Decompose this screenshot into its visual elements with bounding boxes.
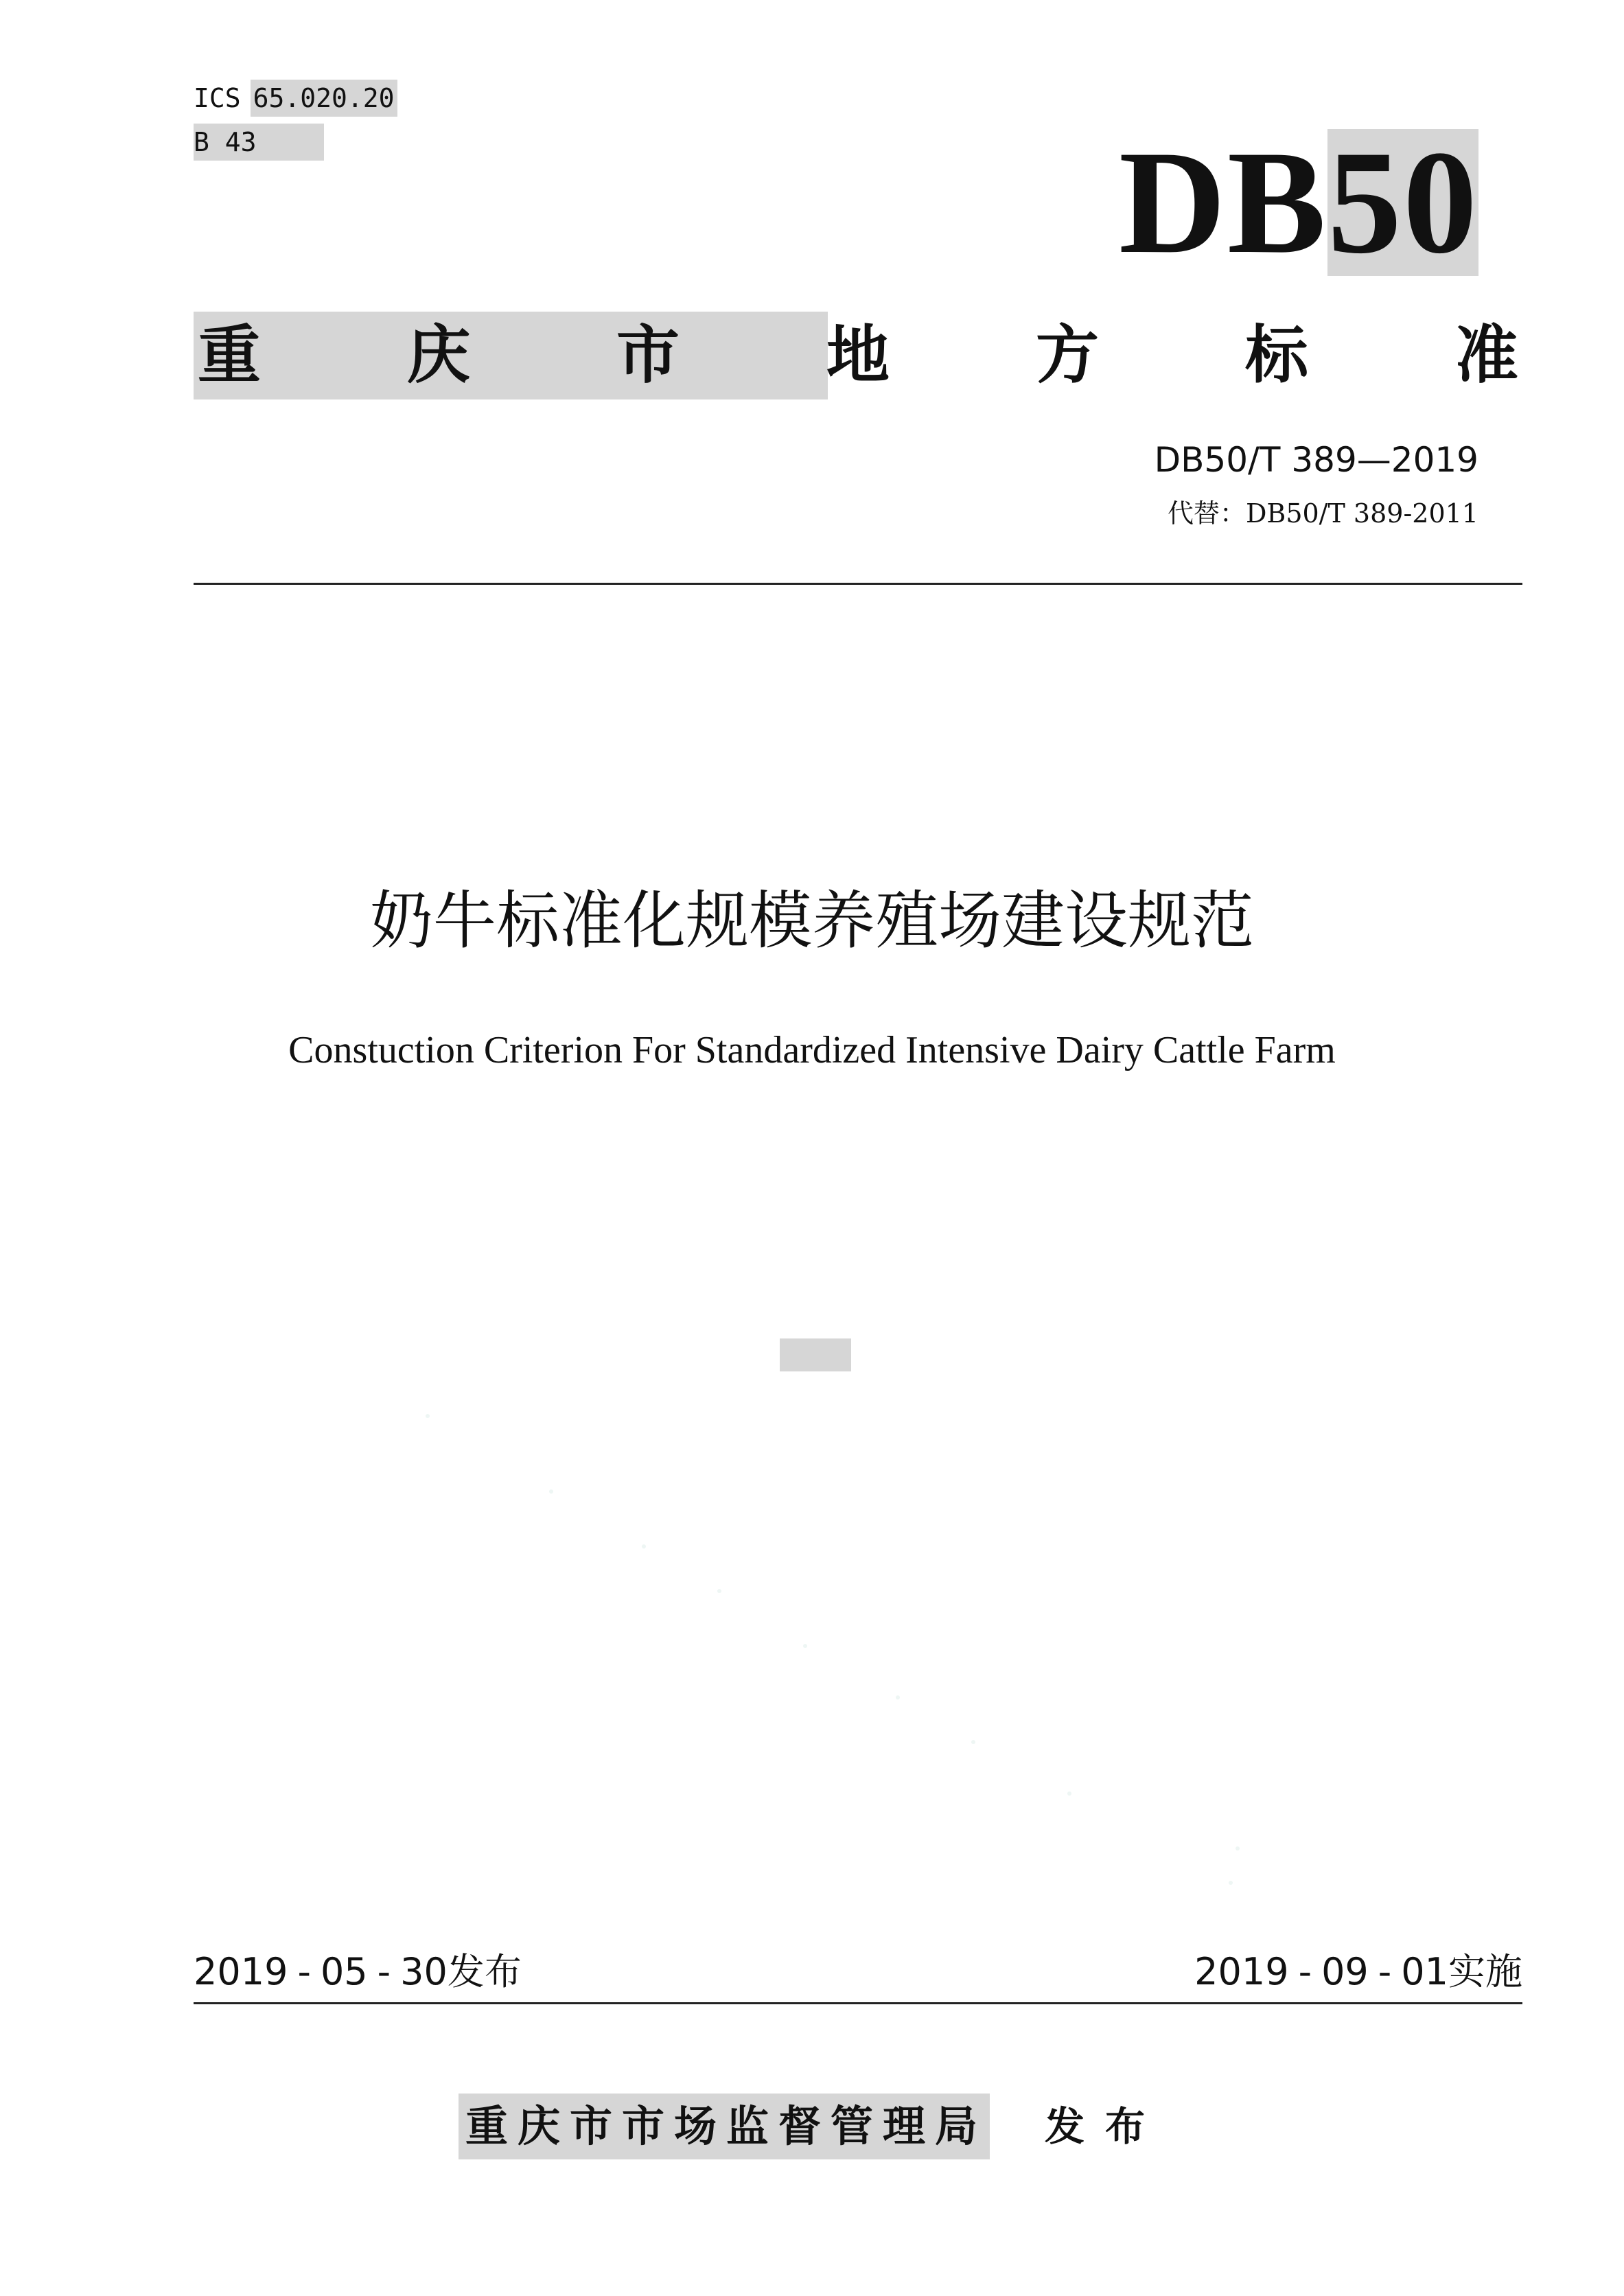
heading-char: 方: [1035, 318, 1099, 392]
ccs-code-line: [194, 124, 324, 161]
mark-prefix: DB: [1118, 120, 1327, 284]
heading-char: 地: [826, 318, 890, 392]
local-standard-heading: [194, 312, 1522, 399]
publish-year: 2019: [194, 1950, 288, 1993]
issuer-block: [0, 2094, 1624, 2159]
redacted-block: [780, 1338, 851, 1371]
top-divider: [194, 583, 1522, 585]
mark-number: 50: [1327, 120, 1478, 284]
heading-char: 准: [1454, 318, 1518, 392]
heading-highlight: [194, 312, 828, 399]
effective-year: 2019: [1194, 1950, 1289, 1993]
issuer-name: 重庆市市场监督管理局: [459, 2094, 990, 2159]
standard-number: DB50/T 389—2019: [1154, 440, 1478, 480]
title-english: Constuction Criterion For Standardized Intensive Dairy Cattle Farm: [288, 1029, 1336, 1071]
date-separator: -: [377, 1950, 391, 1993]
effective-date: [1194, 1948, 1522, 1996]
standard-mark: [1118, 120, 1478, 284]
publish-date: [194, 1948, 522, 1996]
publish-day: 30: [400, 1950, 448, 1993]
ics-value: 65.020.20: [251, 80, 397, 117]
date-separator: -: [297, 1950, 311, 1993]
date-separator: -: [1298, 1950, 1312, 1993]
heading-char: 庆: [406, 318, 470, 392]
publish-label: 发布: [447, 1950, 522, 1993]
ics-label: ICS: [194, 83, 241, 113]
publish-month: 05: [320, 1950, 368, 1993]
issuer-action: 发布: [1045, 2103, 1166, 2150]
ics-code-line: [194, 80, 397, 117]
bottom-divider: [194, 2002, 1522, 2004]
heading-char: 重: [197, 318, 261, 392]
date-separator: -: [1378, 1950, 1392, 1993]
effective-day: 01: [1401, 1950, 1448, 1993]
replaces-standard: 代替：DB50/T 389-2011: [1167, 498, 1478, 529]
heading-char: 标: [1244, 318, 1308, 392]
ccs-value: B 43: [194, 124, 324, 161]
effective-month: 09: [1321, 1950, 1369, 1993]
heading-char: 市: [616, 318, 680, 392]
effective-label: 实施: [1448, 1950, 1522, 1993]
title-chinese: 奶牛标准化规模养殖场建设规范: [369, 884, 1254, 958]
